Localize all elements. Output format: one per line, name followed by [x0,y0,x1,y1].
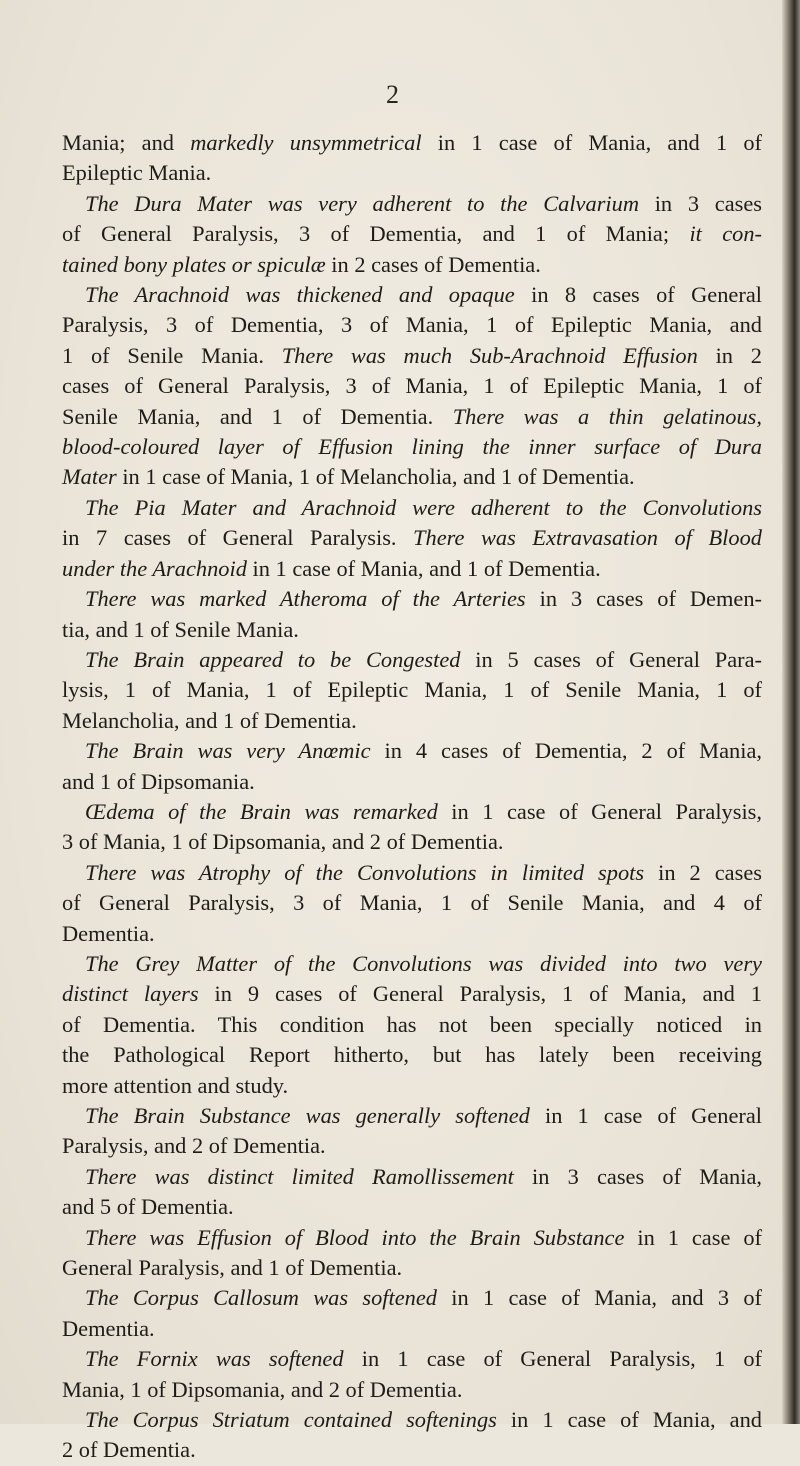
text-line: The Fornix was softened in 1 case of General Paralysis, 1 of [85,1346,763,1372]
text-line: tia, and 1 of Senile Mania. [62,616,299,642]
page-number: 2 [386,80,399,109]
text-line: under the Arachnoid in 1 case of Mania, and 1 of Dementia. [62,555,601,581]
text-line: The Brain was very Anœmic in 4 cases of Dementia, 2 of Mania, [85,738,762,764]
text-line: There was distinct limited Ramollissement in 3 cases of Mania, [85,1163,762,1189]
text-line: tained bony plates or spiculæ in 2 cases of Dementia. [62,251,541,277]
text-line: and 5 of Dementia. [62,1194,234,1220]
text-line: 1 of Senile Mania. There was much Sub-Arachnoid Effusion in 2 [62,342,762,368]
text-line: of Dementia. This condition has not been specially noticed in [62,1011,762,1037]
text-line: Senile Mania, and 1 of Dementia. There was a thin gelatinous, [62,403,762,429]
text-line: The Corpus Striatum contained softenings in 1 case of Mania, and [85,1407,762,1433]
text-line: Mater in 1 case of Mania, 1 of Melancholia, and 1 of Dementia. [62,464,635,490]
text-line: There was Atrophy of the Convolutions in limited spots in 2 cases [85,859,762,885]
text-line: of General Paralysis, 3 of Dementia, and 1 of Mania; it con- [62,221,763,247]
text-line: 2 of Dementia. [62,1437,196,1463]
text-line: The Corpus Callosum was softened in 1 case of Mania, and 3 of [85,1285,763,1311]
text-line: in 7 cases of General Paralysis. There was Extravasation of Blood [62,525,762,551]
text-line: The Brain Substance was generally softened in 1 case of General [85,1103,762,1128]
text-line: The Dura Mater was very adherent to the Calvarium in 3 cases [85,190,762,216]
text-line: distinct layers in 9 cases of General Paralysis, 1 of Mania, and 1 [62,981,762,1007]
text-line: of General Paralysis, 3 of Mania, 1 of Senile Mania, and 4 of [62,890,762,916]
text-line: 3 of Mania, 1 of Dipsomania, and 2 of Dementia. [62,829,504,855]
text-line: Epileptic Mania. [62,160,212,186]
page-text [62,128,762,1466]
text-line: The Brain appeared to be Congested in 5 cases of General Para- [85,646,762,672]
text-line: Mania, 1 of Dipsomania, and 2 of Dementia. [62,1376,463,1402]
text-line: Paralysis, 3 of Dementia, 3 of Mania, 1 of Epileptic Mania, and [62,312,762,338]
page-edge-shadow [782,0,800,1424]
text-line: blood-coloured layer of Effusion lining the inner surface of Dura [62,434,762,460]
text-line: The Pia Mater and Arachnoid were adherent to the Convolutions [85,494,762,520]
text-line: and 1 of Dipsomania. [62,768,255,794]
text-line: There was Effusion of Blood into the Brain Substance in 1 case of [85,1224,762,1250]
text-line: more attention and study. [62,1072,289,1098]
text-line: There was marked Atheroma of the Arteries in 3 cases of Demen- [85,586,763,612]
text-line: Melancholia, and 1 of Dementia. [62,707,357,733]
text-line: The Arachnoid was thickened and opaque in 8 cases of General [85,282,762,308]
text-line: General Paralysis, and 1 of Dementia. [62,1255,403,1281]
text-line: Paralysis, and 2 of Dementia. [62,1133,326,1159]
text-line: lysis, 1 of Mania, 1 of Epileptic Mania, 1 of Senile Mania, 1 of [62,677,762,703]
text-line: the Pathological Report hitherto, but has lately been receiving [62,1042,762,1068]
text-line: Œdema of the Brain was remarked in 1 case of General Paralysis, [85,798,762,824]
text-line: cases of General Paralysis, 3 of Mania, 1 of Epileptic Mania, 1 of [62,373,762,399]
text-line: Dementia. [62,920,155,946]
text-line: Mania; and markedly unsymmetrical in 1 case of Mania, and 1 of [62,130,763,155]
text-line: The Grey Matter of the Convolutions was divided into two very [85,950,762,976]
text-line: Dementia. [62,1315,155,1341]
